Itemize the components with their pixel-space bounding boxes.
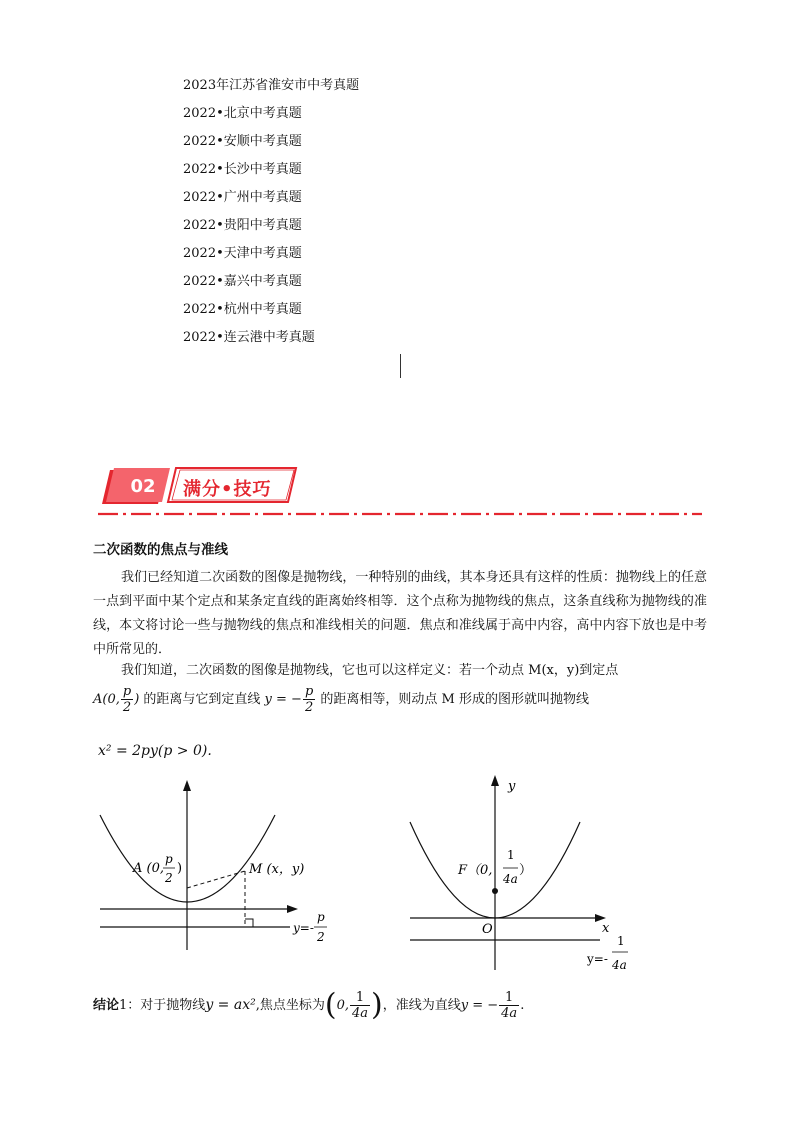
definition-line (93, 680, 707, 720)
label-f-close: ） (519, 863, 533, 878)
point-a-suffix: ) (134, 692, 140, 707)
toc-list (183, 78, 359, 358)
toc-item[interactable]: 2022•安顺中考真题 (183, 134, 302, 149)
conclusion-eq-2-prefix: y = − (460, 998, 499, 1013)
conclusion-text-1: ：对于抛物线 (127, 998, 206, 1013)
mid-text: 的距离与它到定直线 (139, 692, 265, 707)
label-f-num: 1 (507, 848, 515, 862)
section-number: 02 (130, 476, 156, 497)
label-x: x (602, 921, 610, 936)
fraction-1-over-4a (499, 990, 519, 1021)
label-dir-den: 4a (612, 958, 627, 972)
label-dir-2: 2 (317, 930, 325, 944)
section-title: 满分•技巧 (183, 479, 272, 500)
label-f: F（0, (458, 863, 493, 878)
text-cursor (400, 354, 401, 378)
label-f-den: 4a (503, 872, 518, 886)
y-axis-arrow (491, 775, 499, 786)
fraction-p-over-2 (121, 684, 133, 715)
focus-prefix: 0, (336, 998, 349, 1013)
toc-item[interactable]: 2022•连云港中考真题 (183, 330, 315, 345)
label-p: p (165, 852, 173, 866)
frac-denominator: 4a (351, 1006, 369, 1021)
frac-numerator: p (304, 684, 314, 699)
dashed-segment-am (187, 871, 245, 888)
toc-item[interactable]: 2022•长沙中考真题 (183, 162, 302, 177)
frac-numerator: 1 (499, 990, 519, 1006)
label-a: A (0, (133, 861, 164, 876)
toc-item[interactable]: 2022•杭州中考真题 (183, 302, 302, 317)
parabola-equation: x² = 2py(p > 0). (98, 743, 212, 759)
left-paren: ( (324, 987, 337, 1023)
figure-parabola-1 (95, 775, 345, 959)
point-a-prefix: A(0, (93, 692, 120, 707)
label-directrix: y=- (587, 952, 608, 966)
x-axis-arrow (287, 905, 298, 913)
label-m: M (x，y) (249, 862, 305, 877)
toc-item[interactable]: 2023年江苏省淮安市中考真题 (183, 78, 360, 93)
right-angle-mark (245, 919, 253, 927)
toc-item[interactable]: 2022•嘉兴中考真题 (183, 274, 302, 289)
topic-heading: 二次函数的焦点与准线 (93, 542, 228, 558)
conclusion-text-3: ，准线为直线 (382, 998, 461, 1013)
toc-item[interactable]: 2022•贵阳中考真题 (183, 218, 302, 233)
y-axis-arrow (183, 780, 191, 791)
figure-parabola-2 (400, 770, 640, 979)
toc-item[interactable]: 2022•天津中考真题 (183, 246, 302, 261)
label-2: 2 (165, 871, 173, 885)
paragraph-2: 我们知道，二次函数的图像是抛物线，它也可以这样定义：若一个动点 M(x，y)到定点 (121, 663, 619, 678)
conclusion-end: . (520, 998, 525, 1013)
paragraph-1: 我们已经知道二次函数的图像是抛物线，一种特别的曲线，其本身还具有这样的性质：抛物线上的任意一点到平面中某个定点和某条定直线的距离始终相等．这个点称为抛物线的焦点，这条直线称为抛物线的准线，本文将讨论一些与抛物线的焦点和准线相关的问题．焦点和准线属于高中内容，高中内容下放也是中考中所常见的． (93, 570, 707, 657)
conclusion-number: 1 (119, 998, 128, 1013)
conclusion-text-2: ,焦点坐标为 (255, 998, 325, 1013)
conclusion-1 (93, 985, 524, 1026)
right-paren: ) (371, 987, 383, 1023)
toc-item[interactable]: 2022•北京中考真题 (183, 106, 302, 121)
label-close: ) (177, 861, 183, 876)
label-directrix: y=- (293, 921, 314, 935)
label-y: y (508, 779, 516, 794)
frac-denominator: 2 (304, 700, 314, 715)
frac-denominator: 4a (501, 1006, 518, 1021)
frac-numerator: p (122, 684, 132, 699)
directrix-eq-prefix: y = − (264, 692, 302, 707)
fraction-1-over-4a (350, 990, 370, 1021)
fraction-p-over-2 (303, 684, 315, 715)
toc-item[interactable]: 2022•广州中考真题 (183, 190, 302, 205)
label-o: O (482, 922, 493, 937)
label-dir-p: p (317, 910, 325, 924)
focus-point (492, 888, 498, 894)
frac-denominator: 2 (122, 700, 132, 715)
end-text: 的距离相等，则动点 M 形成的图形就叫抛物线 (316, 692, 589, 707)
label-dir-num: 1 (617, 934, 625, 948)
section-header (98, 466, 708, 520)
frac-numerator: 1 (350, 990, 370, 1006)
conclusion-eq-1: y = ax² (205, 997, 256, 1013)
conclusion-label: 结论 (93, 998, 120, 1013)
